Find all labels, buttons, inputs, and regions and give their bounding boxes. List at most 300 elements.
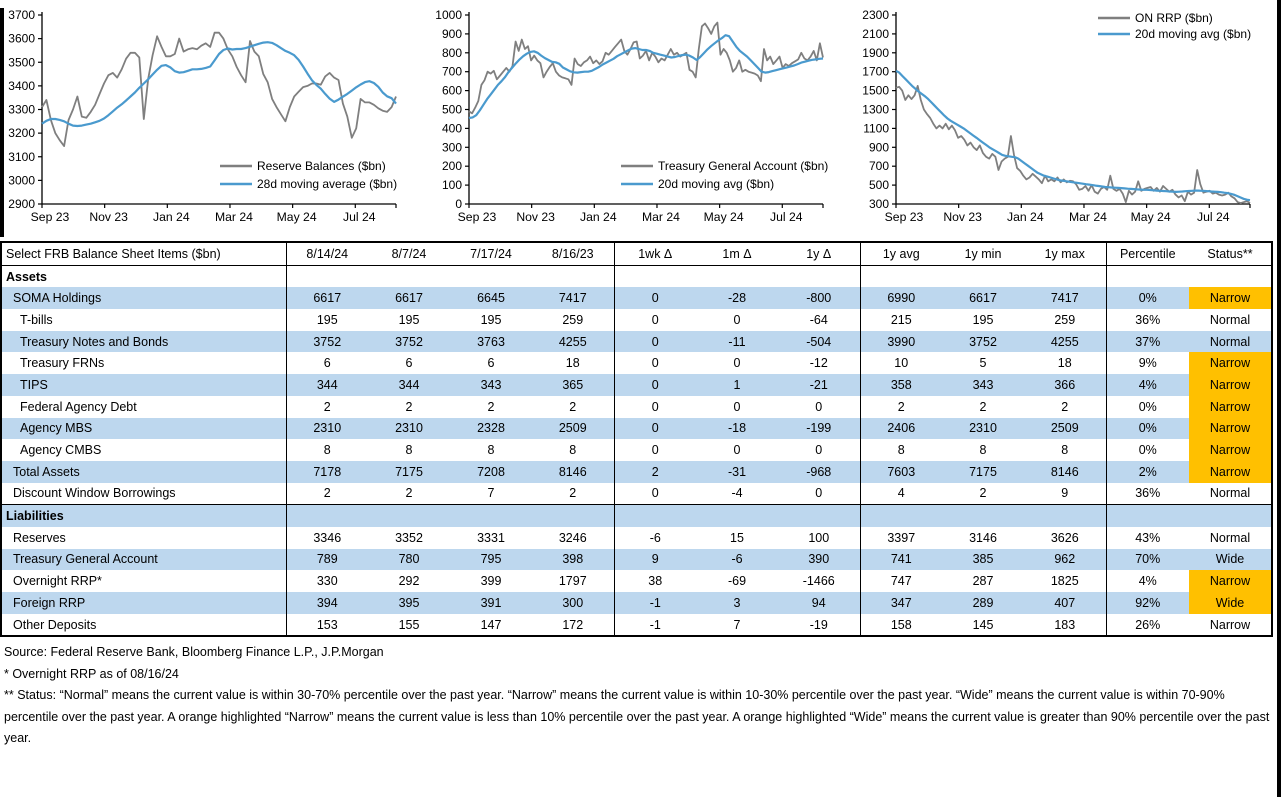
value-cell: 6617 bbox=[368, 287, 450, 309]
value-cell: 287 bbox=[972, 574, 994, 589]
y-axis-tick-label: 2900 bbox=[8, 197, 35, 211]
value-cell: 741 bbox=[860, 549, 942, 571]
value-cell: 2509 bbox=[532, 418, 614, 440]
value-cell: 8 bbox=[979, 443, 987, 458]
y-axis-tick-label: 700 bbox=[441, 64, 462, 79]
value-cell: -1 bbox=[614, 592, 696, 614]
value-cell: 0 bbox=[651, 399, 659, 414]
value-cell bbox=[696, 265, 778, 287]
value-cell: 390 bbox=[778, 549, 860, 571]
value-cell bbox=[532, 265, 614, 287]
value-cell: 4% bbox=[1138, 574, 1157, 589]
value-cell: 7 bbox=[733, 617, 741, 632]
row-label: SOMA Holdings bbox=[1, 287, 286, 309]
table-row bbox=[1, 331, 1272, 353]
table-title-cell: Select FRB Balance Sheet Items ($bn) bbox=[1, 242, 286, 265]
series-actual bbox=[469, 23, 823, 114]
row-label: Overnight RRP* bbox=[1, 570, 286, 592]
value-cell: 0 bbox=[778, 396, 860, 418]
x-axis-tick-label: May 24 bbox=[276, 210, 317, 224]
value-cell: 365 bbox=[532, 374, 614, 396]
status-cell: Narrow bbox=[1189, 287, 1272, 309]
table-row bbox=[1, 549, 1272, 571]
value-cell: 259 bbox=[532, 309, 614, 331]
status-cell: Narrow bbox=[1189, 439, 1272, 461]
value-cell bbox=[1024, 265, 1106, 287]
x-axis-tick-label: Jul 24 bbox=[1197, 210, 1230, 224]
value-cell: 2328 bbox=[450, 418, 532, 440]
value-cell bbox=[696, 505, 778, 527]
value-cell: 3763 bbox=[450, 331, 532, 353]
value-cell: 2 bbox=[487, 399, 495, 414]
value-cell: 3752 bbox=[286, 331, 368, 353]
x-axis-tick-label: Sep 23 bbox=[884, 210, 924, 224]
status-cell: Narrow bbox=[1189, 418, 1272, 440]
value-cell: -11 bbox=[696, 331, 778, 353]
legend-label: 20d moving avg ($bn) bbox=[658, 177, 775, 191]
table-row bbox=[1, 309, 1272, 331]
value-cell: 0% bbox=[1106, 287, 1189, 309]
column-header: 1y Δ bbox=[778, 242, 860, 265]
table-row bbox=[1, 527, 1272, 549]
value-cell: 0% bbox=[1138, 443, 1157, 458]
value-cell bbox=[1024, 505, 1106, 527]
table-row bbox=[1, 461, 1272, 483]
value-cell: 3352 bbox=[395, 530, 423, 545]
status-cell: Narrow bbox=[1189, 374, 1272, 396]
x-axis-tick-label: Sep 23 bbox=[30, 210, 70, 224]
value-cell: 7208 bbox=[450, 461, 532, 483]
value-cell: 145 bbox=[972, 617, 994, 632]
value-cell: 4% bbox=[1106, 374, 1189, 396]
y-axis-tick-label: 200 bbox=[441, 159, 462, 174]
row-label: Other Deposits bbox=[1, 614, 286, 637]
value-cell: 195 bbox=[398, 312, 420, 327]
y-axis-tick-label: 3000 bbox=[8, 173, 35, 188]
value-cell: -18 bbox=[696, 418, 778, 440]
row-label: Total Assets bbox=[1, 461, 286, 483]
value-cell: -28 bbox=[696, 287, 778, 309]
value-cell: 6 bbox=[323, 356, 331, 371]
y-axis-tick-label: 0 bbox=[455, 197, 462, 211]
chart-treasury-general-account bbox=[427, 1, 854, 240]
series-actual bbox=[896, 86, 1250, 203]
value-cell: 195 bbox=[316, 312, 338, 327]
y-axis-tick-label: 900 bbox=[868, 140, 889, 155]
value-cell bbox=[614, 265, 696, 287]
y-axis-tick-label: 900 bbox=[441, 26, 462, 41]
column-header: 1y avg bbox=[860, 242, 942, 265]
value-cell: 9 bbox=[614, 549, 696, 571]
value-cell: 183 bbox=[1024, 614, 1106, 637]
value-cell: 36% bbox=[1135, 486, 1161, 501]
value-cell: 358 bbox=[860, 374, 942, 396]
footnotes bbox=[0, 637, 1277, 750]
y-axis-tick-label: 700 bbox=[868, 159, 889, 174]
value-cell: 2 bbox=[614, 461, 696, 483]
y-axis-tick-label: 1700 bbox=[862, 64, 889, 79]
value-cell: 8146 bbox=[532, 461, 614, 483]
value-cell: 2310 bbox=[942, 418, 1024, 440]
value-cell: 1797 bbox=[532, 570, 614, 592]
y-axis-tick-label: 300 bbox=[868, 197, 889, 211]
value-cell: 43% bbox=[1135, 530, 1161, 545]
legend-label: 28d moving average ($bn) bbox=[257, 177, 398, 191]
status-cell: Wide bbox=[1189, 592, 1272, 614]
value-cell: 5 bbox=[979, 356, 987, 371]
row-label: Assets bbox=[1, 265, 286, 287]
value-cell: 398 bbox=[532, 549, 614, 571]
value-cell: 2 bbox=[532, 396, 614, 418]
value-cell: 2 bbox=[532, 483, 614, 505]
value-cell: 385 bbox=[942, 549, 1024, 571]
value-cell: 3146 bbox=[969, 530, 997, 545]
value-cell: 8146 bbox=[1024, 461, 1106, 483]
x-axis-tick-label: Nov 23 bbox=[89, 210, 128, 224]
value-cell bbox=[860, 265, 942, 287]
status-cell bbox=[1189, 505, 1272, 527]
y-axis-tick-label: 800 bbox=[441, 45, 462, 60]
value-cell: -504 bbox=[778, 331, 860, 353]
value-cell: 8 bbox=[1024, 439, 1106, 461]
value-cell: 0 bbox=[651, 356, 659, 371]
value-cell bbox=[778, 505, 860, 527]
column-header: 1y min bbox=[942, 242, 1024, 265]
status-cell: Normal bbox=[1209, 312, 1251, 327]
rrp-asof-note: * Overnight RRP as of 08/16/24 bbox=[4, 666, 179, 681]
row-label: Federal Agency Debt bbox=[1, 396, 286, 418]
chart-on-rrp bbox=[854, 1, 1281, 240]
y-axis-tick-label: 300 bbox=[441, 140, 462, 155]
y-axis-tick-label: 100 bbox=[441, 178, 462, 193]
y-axis-tick-label: 1500 bbox=[862, 83, 889, 98]
value-cell: 0% bbox=[1106, 418, 1189, 440]
x-axis-tick-label: Jan 24 bbox=[153, 210, 190, 224]
value-cell: 7175 bbox=[942, 461, 1024, 483]
value-cell bbox=[1106, 505, 1189, 527]
value-cell: 172 bbox=[532, 614, 614, 637]
row-label: Agency MBS bbox=[1, 418, 286, 440]
column-header: Percentile bbox=[1106, 242, 1189, 265]
value-cell: 8 bbox=[405, 443, 413, 458]
value-cell: 3990 bbox=[860, 331, 942, 353]
value-cell: 3 bbox=[696, 592, 778, 614]
column-header: 8/16/23 bbox=[532, 242, 614, 265]
y-axis-tick-label: 3600 bbox=[8, 31, 35, 46]
x-axis-tick-label: Jan 24 bbox=[580, 210, 617, 224]
value-cell: 7603 bbox=[860, 461, 942, 483]
value-cell bbox=[450, 505, 532, 527]
x-axis-tick-label: Sep 23 bbox=[457, 210, 497, 224]
value-cell bbox=[778, 265, 860, 287]
status-cell: Narrow bbox=[1189, 570, 1272, 592]
value-cell: 366 bbox=[1024, 374, 1106, 396]
value-cell: 8 bbox=[487, 443, 495, 458]
y-axis-tick-label: 3200 bbox=[8, 126, 35, 141]
line-chart-svg bbox=[0, 1, 427, 240]
value-cell: -31 bbox=[696, 461, 778, 483]
x-axis-tick-label: Mar 24 bbox=[1069, 210, 1107, 224]
row-label: Liabilities bbox=[1, 505, 286, 527]
value-cell: 92% bbox=[1106, 592, 1189, 614]
row-label: Discount Window Borrowings bbox=[1, 483, 286, 505]
y-axis-tick-label: 500 bbox=[868, 178, 889, 193]
table-row bbox=[1, 352, 1272, 374]
value-cell: 2 bbox=[405, 399, 413, 414]
value-cell: 4255 bbox=[532, 331, 614, 353]
legend-label: ON RRP ($bn) bbox=[1135, 11, 1213, 25]
table-row bbox=[1, 374, 1272, 396]
value-cell: 391 bbox=[450, 592, 532, 614]
y-axis-tick-label: 2300 bbox=[862, 8, 889, 22]
value-cell: 3626 bbox=[1024, 527, 1106, 549]
value-cell: 0 bbox=[778, 439, 860, 461]
table-row bbox=[1, 483, 1272, 505]
value-cell: 4255 bbox=[1024, 331, 1106, 353]
value-cell: 2 bbox=[979, 486, 987, 501]
value-cell bbox=[532, 505, 614, 527]
y-axis-tick-label: 1100 bbox=[863, 121, 889, 136]
value-cell: 26% bbox=[1135, 617, 1161, 632]
y-axis-tick-label: 3300 bbox=[8, 102, 35, 117]
value-cell: 747 bbox=[890, 574, 912, 589]
y-axis-tick-label: 500 bbox=[441, 102, 462, 117]
value-cell: -6 bbox=[696, 549, 778, 571]
table-row bbox=[1, 505, 1272, 527]
value-cell: 3346 bbox=[313, 530, 342, 545]
value-cell: 15 bbox=[730, 530, 744, 545]
value-cell: 0 bbox=[733, 312, 741, 327]
value-cell: 6 bbox=[487, 356, 495, 371]
value-cell: 343 bbox=[450, 374, 532, 396]
value-cell: 0 bbox=[614, 331, 696, 353]
value-cell: 100 bbox=[778, 527, 860, 549]
value-cell: 407 bbox=[1024, 592, 1106, 614]
status-cell: Narrow bbox=[1209, 617, 1251, 632]
value-cell: 6617 bbox=[286, 287, 368, 309]
column-header: 8/14/24 bbox=[286, 242, 368, 265]
value-cell: 36% bbox=[1135, 312, 1161, 327]
status-cell bbox=[1189, 265, 1272, 287]
value-cell: 2406 bbox=[860, 418, 942, 440]
value-cell: 292 bbox=[398, 574, 420, 589]
value-cell bbox=[368, 505, 450, 527]
status-definition-note: ** Status: “Normal” means the current value is within 30-70% percentile over the past year. “Narrow” means the current value is within 10-30% percentile over the past year. “Wide” means the current value is within 70-90% percentile over the past year. A orange highlighted “Narrow” means the current value is less than 10% percentile over the past year. A orange highlighted “Wide” means the current value is greater than 90% percentile over the past year. bbox=[4, 688, 1270, 746]
x-axis-tick-label: Jul 24 bbox=[770, 210, 803, 224]
value-cell: 6645 bbox=[450, 287, 532, 309]
column-header: Status** bbox=[1189, 242, 1272, 265]
value-cell: 147 bbox=[480, 617, 502, 632]
x-axis-tick-label: Mar 24 bbox=[215, 210, 253, 224]
value-cell: 1825 bbox=[1024, 570, 1106, 592]
table-row bbox=[1, 570, 1272, 592]
value-cell bbox=[450, 265, 532, 287]
series-actual bbox=[42, 33, 396, 146]
value-cell: 347 bbox=[860, 592, 942, 614]
left-border-bar bbox=[0, 8, 4, 237]
row-label: Treasury Notes and Bonds bbox=[1, 331, 286, 353]
value-cell: 3331 bbox=[477, 530, 505, 545]
column-header: 8/7/24 bbox=[368, 242, 450, 265]
value-cell: 7175 bbox=[368, 461, 450, 483]
value-cell bbox=[614, 505, 696, 527]
line-chart-svg bbox=[427, 1, 854, 240]
value-cell: 780 bbox=[368, 549, 450, 571]
x-axis-tick-label: Jan 24 bbox=[1007, 210, 1044, 224]
series-moving-average bbox=[469, 35, 823, 118]
value-cell: 70% bbox=[1106, 549, 1189, 571]
value-cell: 0 bbox=[614, 418, 696, 440]
charts-row bbox=[0, 0, 1281, 241]
y-axis-tick-label: 1900 bbox=[862, 45, 889, 60]
value-cell: 0 bbox=[614, 287, 696, 309]
value-cell bbox=[1106, 265, 1189, 287]
value-cell bbox=[860, 505, 942, 527]
value-cell: 195 bbox=[972, 312, 994, 327]
value-cell: -64 bbox=[778, 309, 860, 331]
value-cell: 3752 bbox=[942, 331, 1024, 353]
value-cell: -4 bbox=[731, 486, 743, 501]
value-cell: 18 bbox=[1024, 352, 1106, 374]
value-cell: 330 bbox=[316, 574, 338, 589]
x-axis-tick-label: Mar 24 bbox=[642, 210, 680, 224]
x-axis-tick-label: Nov 23 bbox=[943, 210, 982, 224]
x-axis-tick-label: May 24 bbox=[1130, 210, 1171, 224]
line-chart-svg bbox=[854, 1, 1281, 240]
value-cell: 300 bbox=[532, 592, 614, 614]
x-axis-tick-label: Nov 23 bbox=[516, 210, 555, 224]
value-cell: 2 bbox=[979, 399, 987, 414]
y-axis-tick-label: 400 bbox=[441, 121, 462, 136]
column-header: 1wk Δ bbox=[614, 242, 696, 265]
value-cell: 962 bbox=[1024, 549, 1106, 571]
table-row bbox=[1, 265, 1272, 287]
value-cell: 9 bbox=[1024, 483, 1106, 505]
value-cell bbox=[942, 265, 1024, 287]
value-cell: 155 bbox=[398, 617, 420, 632]
status-cell: Normal bbox=[1209, 486, 1251, 501]
x-axis-tick-label: May 24 bbox=[703, 210, 744, 224]
y-axis-tick-label: 3100 bbox=[8, 149, 35, 164]
value-cell: 795 bbox=[450, 549, 532, 571]
legend-label: Reserve Balances ($bn) bbox=[257, 159, 386, 173]
row-label: Foreign RRP bbox=[1, 592, 286, 614]
row-label: Agency CMBS bbox=[1, 439, 286, 461]
value-cell: 259 bbox=[1024, 309, 1106, 331]
value-cell: 399 bbox=[480, 574, 502, 589]
value-cell: -19 bbox=[778, 614, 860, 637]
value-cell: 1 bbox=[696, 374, 778, 396]
value-cell: 3752 bbox=[368, 331, 450, 353]
value-cell: 344 bbox=[286, 374, 368, 396]
row-label: Reserves bbox=[1, 527, 286, 549]
status-cell: Normal bbox=[1209, 530, 1251, 545]
legend-label: 20d moving avg ($bn) bbox=[1135, 27, 1252, 41]
table-header-row bbox=[1, 242, 1272, 265]
value-cell: 395 bbox=[368, 592, 450, 614]
value-cell: 18 bbox=[532, 352, 614, 374]
y-axis-tick-label: 3500 bbox=[8, 55, 35, 70]
value-cell: 344 bbox=[368, 374, 450, 396]
value-cell: 0 bbox=[778, 483, 860, 505]
value-cell: 37% bbox=[1106, 331, 1189, 353]
y-axis-tick-label: 1000 bbox=[435, 8, 462, 22]
row-label: Treasury FRNs bbox=[1, 352, 286, 374]
value-cell: 2 bbox=[323, 399, 331, 414]
value-cell: 0 bbox=[733, 443, 741, 458]
value-cell: 3246 bbox=[532, 527, 614, 549]
value-cell bbox=[368, 265, 450, 287]
row-label: TIPS bbox=[1, 374, 286, 396]
source-note: Source: Federal Reserve Bank, Bloomberg Finance L.P., J.P.Morgan bbox=[4, 645, 384, 660]
column-header: 7/17/24 bbox=[450, 242, 532, 265]
value-cell: 8 bbox=[897, 443, 905, 458]
table-row bbox=[1, 592, 1272, 614]
value-cell: 789 bbox=[286, 549, 368, 571]
value-cell: 7417 bbox=[532, 287, 614, 309]
table-row bbox=[1, 418, 1272, 440]
value-cell: -199 bbox=[778, 418, 860, 440]
row-label: Treasury General Account bbox=[1, 549, 286, 571]
value-cell: 2 bbox=[323, 486, 331, 501]
value-cell: 2 bbox=[405, 486, 413, 501]
value-cell: 2310 bbox=[368, 418, 450, 440]
value-cell: -6 bbox=[649, 530, 661, 545]
value-cell: -800 bbox=[778, 287, 860, 309]
y-axis-tick-label: 1300 bbox=[862, 102, 889, 117]
value-cell: 2310 bbox=[286, 418, 368, 440]
value-cell: 0 bbox=[733, 399, 741, 414]
value-cell bbox=[286, 505, 368, 527]
value-cell: 7417 bbox=[1024, 287, 1106, 309]
row-label: T-bills bbox=[1, 309, 286, 331]
value-cell: -21 bbox=[778, 374, 860, 396]
value-cell: 2509 bbox=[1024, 418, 1106, 440]
value-cell: 4 bbox=[897, 486, 905, 501]
y-axis-tick-label: 3400 bbox=[8, 78, 35, 93]
value-cell: 6 bbox=[405, 356, 413, 371]
table-row bbox=[1, 614, 1272, 637]
x-axis-tick-label: Jul 24 bbox=[343, 210, 376, 224]
value-cell: 195 bbox=[480, 312, 502, 327]
value-cell: 0 bbox=[614, 374, 696, 396]
value-cell: 2% bbox=[1106, 461, 1189, 483]
value-cell: -1 bbox=[649, 617, 661, 632]
value-cell: 6990 bbox=[860, 287, 942, 309]
value-cell: 0% bbox=[1138, 399, 1157, 414]
y-axis-tick-label: 2100 bbox=[862, 26, 889, 41]
value-cell: 8 bbox=[323, 443, 331, 458]
value-cell: 289 bbox=[942, 592, 1024, 614]
y-axis-tick-label: 600 bbox=[441, 83, 462, 98]
value-cell: -69 bbox=[727, 574, 747, 589]
value-cell: 343 bbox=[942, 374, 1024, 396]
column-header: 1y max bbox=[1024, 242, 1106, 265]
table-row bbox=[1, 396, 1272, 418]
value-cell: 2 bbox=[1024, 396, 1106, 418]
value-cell: 7178 bbox=[286, 461, 368, 483]
value-cell: 158 bbox=[890, 617, 912, 632]
status-cell: Narrow bbox=[1189, 461, 1272, 483]
value-cell: -1466 bbox=[778, 570, 860, 592]
value-cell: 9% bbox=[1138, 356, 1157, 371]
value-cell: 0 bbox=[733, 356, 741, 371]
value-cell: 38 bbox=[648, 574, 663, 589]
value-cell: -968 bbox=[778, 461, 860, 483]
series-moving-average bbox=[42, 42, 396, 126]
value-cell: 215 bbox=[890, 312, 912, 327]
value-cell: 7 bbox=[487, 486, 495, 501]
